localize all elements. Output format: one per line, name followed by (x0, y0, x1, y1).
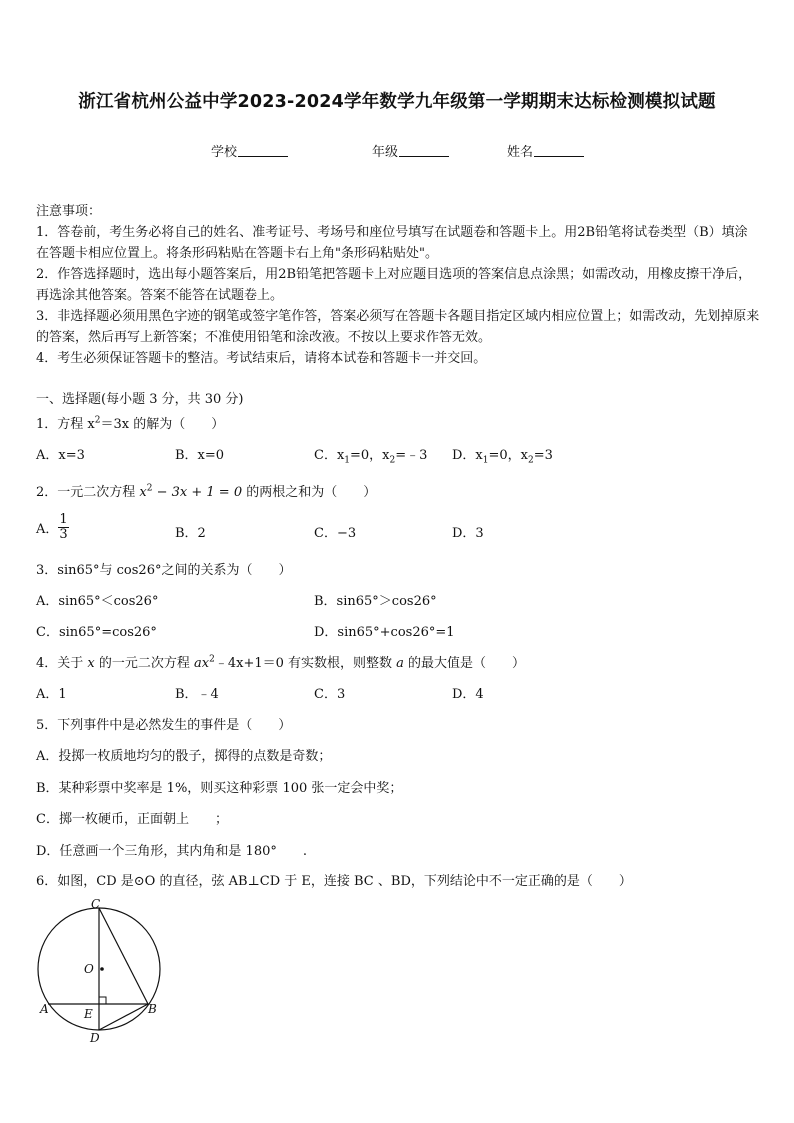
question-1-option-a[interactable]: A．x=3 (36, 448, 85, 463)
notice-heading: 注意事项： (36, 204, 102, 219)
question-2-option-d[interactable]: D．3 (452, 526, 484, 541)
question-5-option-b[interactable]: B．某种彩票中奖率是 1%，则买这种彩票 100 张一定会中奖； (36, 781, 403, 796)
question-1-option-b[interactable]: B．x=0 (175, 448, 225, 463)
question-2-option-a[interactable]: A． $\frac{1}{3}$ (36, 512, 68, 542)
question-4-option-a[interactable]: A．1 (36, 687, 67, 702)
school-label: 学校 (211, 145, 238, 160)
question-6-stem: 6．如图，CD 是⊙O 的直径，弦 AB⊥CD 于 E，连接 BC 、BD，下列结论中不一定正确的是（ ） (36, 874, 632, 889)
notice-item-2: 2．作答选择题时，选出每小题答案后，用2B铅笔把答题卡上对应题目选项的答案信息点涂黑；如需改动，用橡皮擦干净后，再选涂其他答案。答案不能答在试题卷上。 (36, 267, 752, 303)
question-1-stem: 1．方程 $x^2=3x$ 的解为（ ） (36, 415, 225, 432)
center-point (100, 967, 104, 971)
question-3-option-c[interactable]: C．sin65°=cos26° (36, 625, 157, 640)
label-c: C (91, 897, 101, 911)
name-field (507, 141, 584, 160)
question-3-option-a[interactable]: A．sin65°＜cos26° (36, 594, 159, 609)
school-blank[interactable] (238, 144, 288, 157)
question-2-option-c[interactable]: C．−3 (314, 526, 357, 541)
label-o: O (84, 962, 94, 976)
question-2-stem: 2．一元二次方程 $x^2 - 3x + 1 = 0$ 的两根之和为（ ） (36, 483, 377, 500)
section-title: 一、选择题(每小题 3 分，共 30 分) (36, 392, 244, 407)
name-blank[interactable] (534, 144, 584, 157)
right-angle-mark (99, 997, 106, 1004)
circle-geometry-figure (30, 892, 170, 1052)
fraction-one-third: $\frac{1}{3}$ (59, 512, 68, 542)
question-2-option-b[interactable]: B．2 (175, 526, 206, 541)
segment-bd (99, 1004, 148, 1030)
name-label: 姓名 (507, 145, 534, 160)
question-3-option-b[interactable]: B．sin65°＞cos26° (314, 594, 437, 609)
question-4-option-c[interactable]: C．3 (314, 687, 346, 702)
notice-item-3: 3．非选择题必须用黑色字迹的钢笔或签字笔作答，答案必须写在答题卡各题目指定区域内相应位置上；如需改动，先划掉原来的答案，然后再写上新答案；不准使用铅笔和涂改液。不按以上要求作答无效。 (36, 309, 760, 345)
question-3-option-d[interactable]: D．sin65°+cos26°=1 (314, 625, 455, 640)
label-a: A (40, 1002, 49, 1016)
grade-label: 年级 (372, 145, 399, 160)
grade-blank[interactable] (399, 144, 449, 157)
grade-field (372, 141, 449, 160)
question-4-option-b[interactable]: B．﹣4 (175, 687, 219, 702)
segment-bc (99, 908, 148, 1004)
question-4-stem: 4．关于 x 的一元二次方程 $ax^2﹣4x+1=0$ 有实数根，则整数 a 的最大值是（ ） (36, 654, 526, 671)
question-5-option-a[interactable]: A．投掷一枚质地均匀的骰子，掷得的点数是奇数； (36, 749, 332, 764)
school-field (211, 141, 288, 160)
question-1-option-d[interactable]: D．$x_1=0$，$x_2=3$ (452, 448, 553, 466)
question-5-option-d[interactable]: D．任意画一个三角形，其内角和是 180° . (36, 844, 308, 859)
label-e: E (84, 1007, 93, 1021)
question-5-stem: 5．下列事件中是必然发生的事件是（ ） (36, 718, 292, 733)
question-1-option-c[interactable]: C．$x_1=0$，$x_2=﹣3$ (314, 448, 428, 466)
label-b: B (148, 1002, 157, 1016)
notice-item-1: 1．答卷前，考生务必将自己的姓名、准考证号、考场号和座位号填写在试题卷和答题卡上。用2B铅笔将试卷类型（B）填涂在答题卡相应位置上。将条形码粘贴在答题卡右上角"条形码粘贴处"。 (36, 225, 748, 261)
question-5-option-c[interactable]: C．掷一枚硬币，正面朝上 ； (36, 812, 228, 827)
question-4-option-d[interactable]: D．4 (452, 687, 484, 702)
notice-item-4: 4．考生必须保证答题卡的整洁。考试结束后，请将本试卷和答题卡一并交回。 (36, 351, 487, 366)
page-title: 浙江省杭州公益中学2023-2024学年数学九年级第一学期期末达标检测模拟试题 (78, 92, 716, 112)
question-3-stem: 3．sin65°与 cos26°之间的关系为（ ） (36, 563, 292, 578)
label-d: D (90, 1031, 100, 1045)
